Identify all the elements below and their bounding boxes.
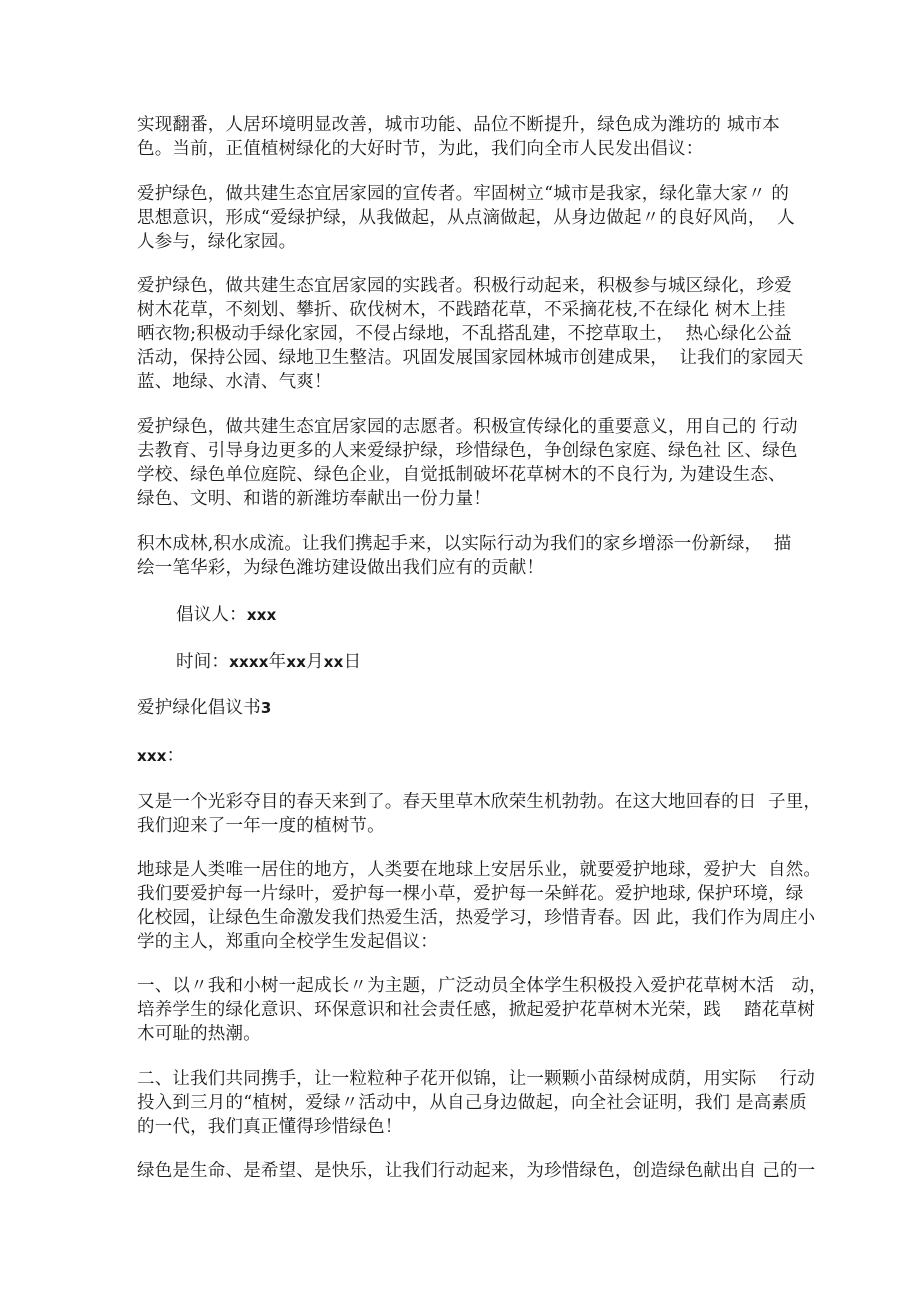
time-year: xxxx (229, 653, 269, 671)
section-title-number: 3 (260, 699, 272, 717)
letter-paragraph-3-line-1: 一、以〃我和小树一起成长〃为主题，广泛动员全体学生积极投入爱护花草树木活 动， (137, 976, 827, 996)
paragraph-4-line-4: 绿色、文明、和谐的新潍坊奉献出一份力量！ (137, 489, 491, 509)
paragraph-5-line-1: 积木成林,积水成流。让我们携起手来，以实际行动为我们的家乡增添一份新绿， 描 (137, 534, 792, 554)
time-day-unit: 日 (343, 652, 362, 672)
section-title-text: 爱护绿化倡议书 (137, 698, 261, 718)
letter-paragraph-1-line-1: 又是一个光彩夺目的春天来到了。春天里草木欣荣生机勃勃。在这大地回春的日 子里， (137, 792, 822, 812)
time-line (176, 650, 361, 674)
paragraph-2-line-2: 思想意识，形成“爱绿护绿，从我做起，从点滴做起，从身边做起〃的良好风尚， 人 (137, 208, 795, 228)
paragraph-3-line-4: 活动，保持公园、绿地卫生整洁。巩固发展国家园林城市创建成果， 让我们的家园天 (137, 348, 804, 368)
letter-paragraph-2-line-3: 化校园，让绿色生命激发我们热爱生活，热爱学习，珍惜青春。因 此，我们作为周庄小 (137, 908, 816, 928)
paragraph-3-line-2: 树木花草，不刻划、攀折、砍伐树木，不践踏花草，不采摘花枝,不在绿化 树木上挂 (137, 300, 786, 320)
letter-paragraph-4-line-2: 投入到三月的“植树，爱绿〃活动中，从自己身边做起，向全社会证明，我们 是高素质 (137, 1093, 807, 1113)
proposer-label: 倡议人： (176, 605, 247, 625)
salutation (137, 744, 184, 768)
letter-paragraph-5-line-1: 绿色是生命、是希望、是快乐，让我们行动起来，为珍惜绿色，创造绿色献出自 己的一 (137, 1161, 816, 1181)
time-month-unit: 月 (306, 652, 324, 672)
paragraph-1-line-1: 实现翻番，人居环境明显改善，城市功能、品位不断提升，绿色成为潍坊的 城市本 (137, 115, 780, 135)
paragraph-3-line-5: 蓝、地绿、水清、气爽！ (137, 372, 332, 392)
letter-paragraph-2-line-1: 地球是人类唯一居住的地方，人类要在地球上安居乐业，就要爱护地球，爱护大 自然。 (137, 860, 822, 880)
letter-paragraph-1-line-2: 我们迎来了一年一度的植树节。 (137, 816, 385, 836)
paragraph-1-line-2: 色。当前，正值植树绿化的大好时节，为此，我们向全市人民发出倡议： (137, 139, 704, 159)
salutation-name: xxx (137, 747, 167, 765)
paragraph-3-line-3: 晒衣物;积极动手绿化家园，不侵占绿地，不乱搭乱建，不挖草取土， 热心绿化公益 (137, 324, 792, 344)
salutation-colon: ： (166, 746, 185, 766)
paragraph-4-line-3: 学校、绿色单位庭院、绿色企业，自觉抵制破坏花草树木的不良行为, 为建设生态、 (137, 465, 786, 485)
paragraph-5-line-2: 绘一笔华彩，为绿色潍坊建设做出我们应有的贡献！ (137, 558, 545, 578)
letter-paragraph-4-line-3: 的一代，我们真正懂得珍惜绿色！ (137, 1117, 403, 1137)
time-day: xx (323, 653, 344, 671)
time-month: xx (286, 653, 307, 671)
paragraph-3-line-1: 爱护绿色，做共建生态宜居家园的实践者。积极行动起来，积极参与城区绿化，珍爱 (137, 276, 792, 296)
paragraph-2-line-3: 人参与，绿化家园。 (137, 232, 297, 252)
paragraph-4-line-2: 去教育、引导身边更多的人来爱绿护绿，珍惜绿色，争创绿色家庭、绿色社 区、绿色 (137, 441, 798, 461)
time-label: 时间： (176, 652, 230, 672)
letter-paragraph-3-line-3: 木可耻的热潮。 (137, 1024, 261, 1044)
letter-paragraph-4-line-1: 二、让我们共同携手，让一粒粒种子花开似锦，让一颗颗小苗绿树成荫，用实际 行动 (137, 1069, 815, 1089)
paragraph-2-line-1: 爱护绿色，做共建生态宜居家园的宣传者。牢固树立“城市是我家，绿化靠大家〃 的 (137, 184, 790, 204)
letter-paragraph-2-line-4: 学的主人，郑重向全校学生发起倡议： (137, 932, 438, 952)
letter-paragraph-2-line-2: 我们要爱护每一片绿叶，爱护每一棵小草，爱护每一朵鲜花。爱护地球, 保护环境，绿 (137, 884, 804, 904)
proposer-value: xxx (246, 606, 277, 624)
proposer-line (176, 603, 276, 627)
paragraph-4-line-1: 爱护绿色，做共建生态宜居家园的志愿者。积极宣传绿化的重要意义，用自己的 行动 (137, 417, 798, 437)
letter-paragraph-3-line-2: 培养学生的绿化意识、环保意识和社会责任感，掀起爱护花草树木光荣，践 踏花草树 (137, 1000, 815, 1020)
section-title (137, 696, 272, 720)
time-year-unit: 年 (268, 652, 287, 672)
